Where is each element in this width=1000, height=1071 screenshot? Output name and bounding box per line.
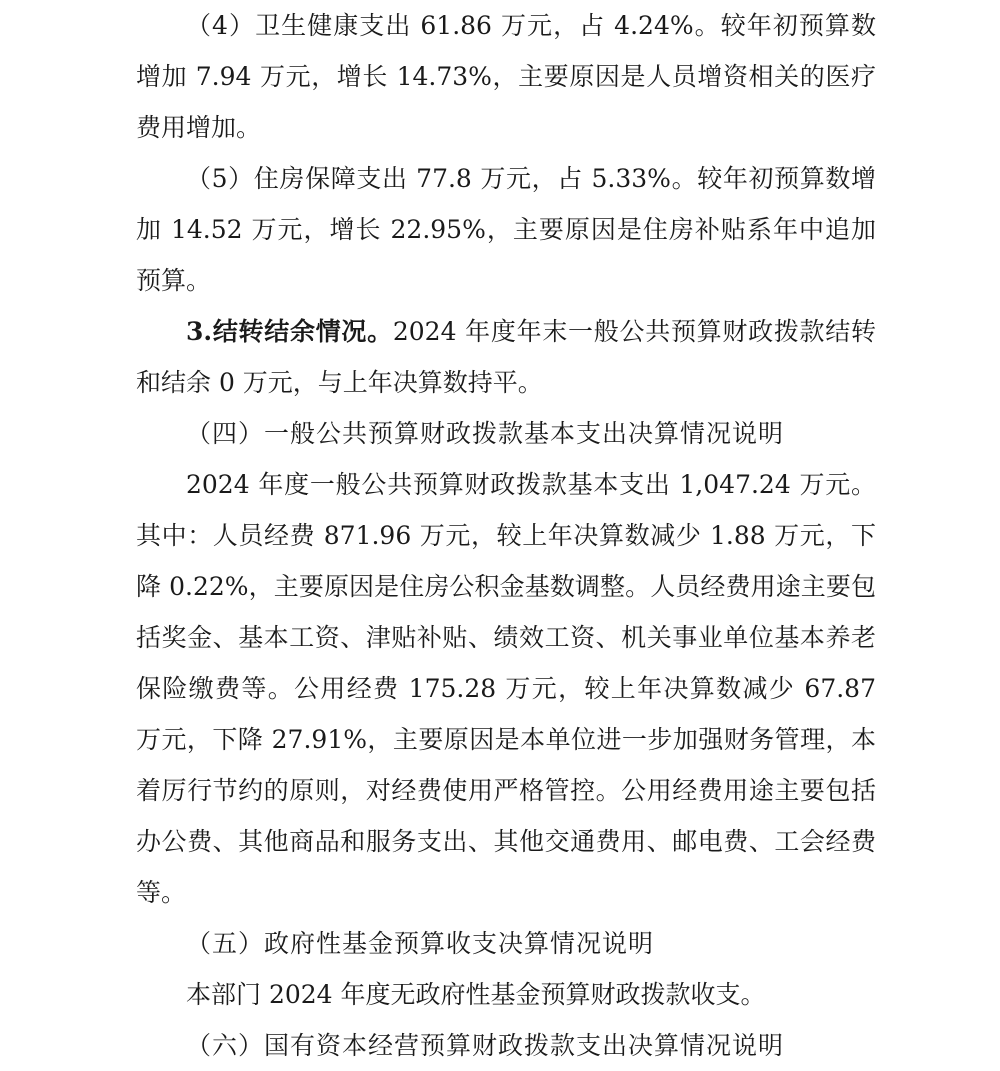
- section-4-body: 2024 年度一般公共预算财政拨款基本支出 1,047.24 万元。其中：人员经费 871.96 万元，较上年决算数减少 1.88 万元，下降 0.22%，主要原因是住房公积金基数调整。人员经费用途主要包括奖金、基本工资、津贴补贴、绩效工资、机关事业单位基本养老保险缴费等。公用经费 175.28 万元，较上年决算数减少 67.87 万元，下降 27.91%，主要原因是本单位进一步加强财务管理，本着厉行节约的原则，对经费使用严格管控。公用经费用途主要包括办公费、其他商品和服务支出、其他交通费用、邮电费、工会经费等。: [136, 470, 876, 907]
- carryover-lead: 3.结转结余情况。: [186, 317, 393, 346]
- section-6-heading: （六）国有资本经营预算财政拨款支出决算情况说明: [186, 1031, 785, 1060]
- section-5-body: 本部门 2024 年度无政府性基金预算财政拨款收支。: [186, 980, 766, 1009]
- paragraph-carryover: [136, 306, 876, 408]
- document-page: [136, 0, 876, 1071]
- carryover-text: 2024 年度年末一般公共预算财政拨款结转和结余 0 万元，与上年决算数持平。: [136, 317, 876, 397]
- section-4-heading: （四）一般公共预算财政拨款基本支出决算情况说明: [186, 419, 785, 448]
- paragraph-housing-expenditure: （5）住房保障支出 77.8 万元，占 5.33%。较年初预算数增加 14.52 万元，增长 22.95%，主要原因是住房补贴系年中追加预算。: [136, 164, 876, 295]
- section-5-heading: （五）政府性基金预算收支决算情况说明: [186, 929, 655, 958]
- paragraph-health-expenditure: （4）卫生健康支出 61.86 万元，占 4.24%。较年初预算数增加 7.94 万元，增长 14.73%，主要原因是人员增资相关的医疗费用增加。: [136, 11, 876, 142]
